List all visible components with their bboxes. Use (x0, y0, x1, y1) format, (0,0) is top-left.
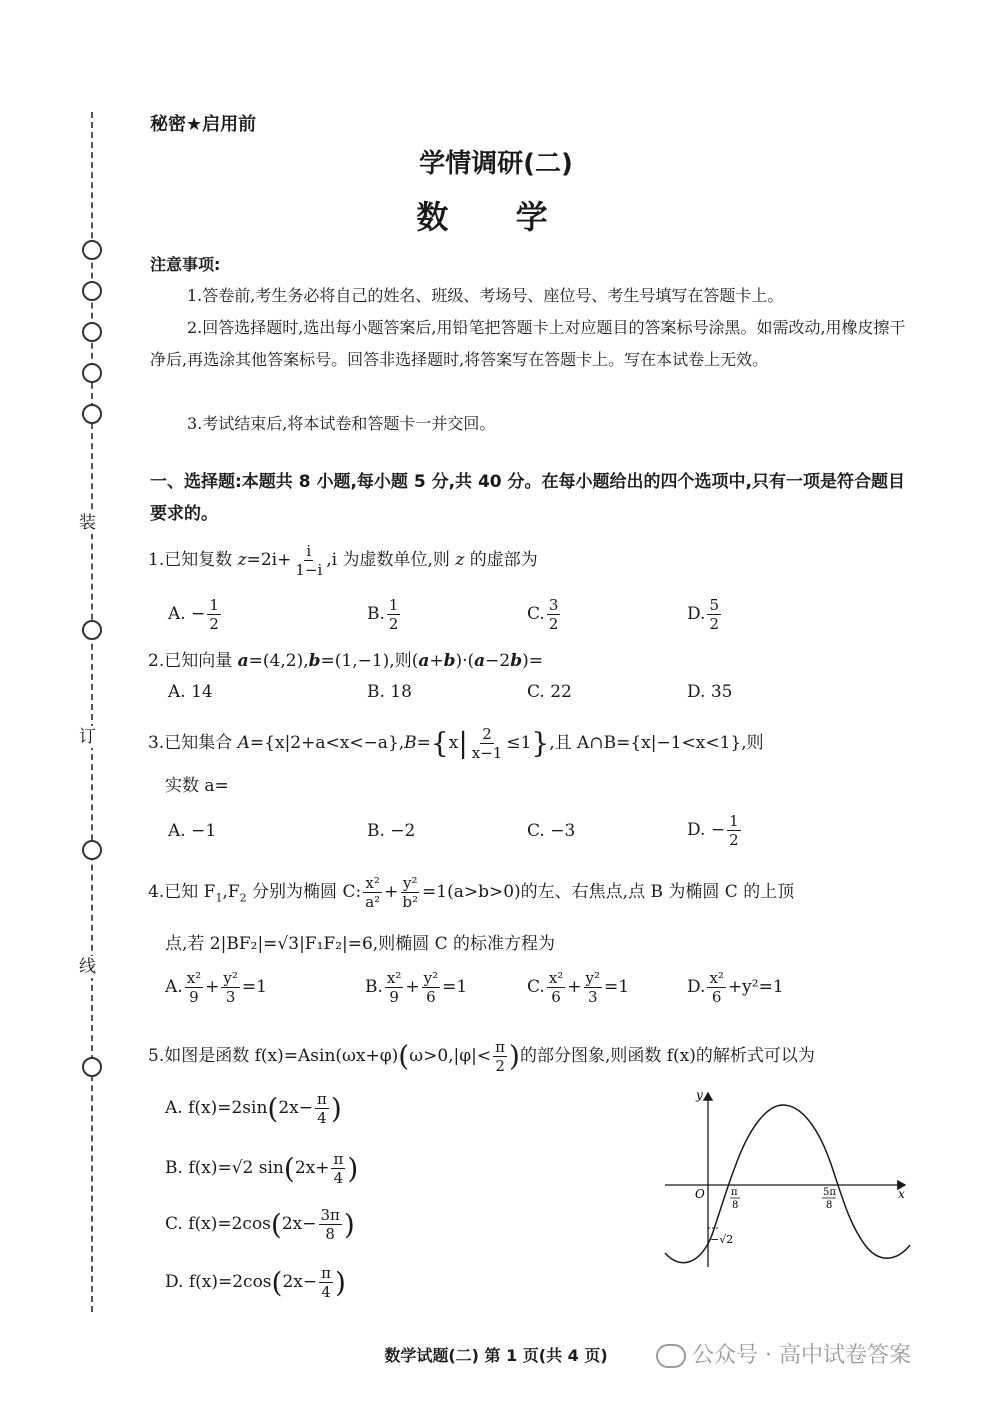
q1-option-c[interactable]: C. $\frac{3}{2}$ (527, 596, 559, 633)
origin-label: O (695, 1187, 705, 1201)
binding-char-zhuang: 装 (79, 513, 96, 533)
x-mark-2-den: 8 (826, 1200, 833, 1211)
question-2: 2.已知向量 a=(4,2),b=(1,−1),则(a+b)·(a−2b)= (148, 651, 544, 671)
question-4-line-2: 点,若 2|BF₂|=√3|F₁F₂|=6,则椭圆 C 的标准方程为 (165, 934, 556, 954)
q1-option-a[interactable]: A. − $\frac{1}{2}$ (168, 596, 219, 633)
x-mark-1-num: π (731, 1187, 738, 1198)
q5-option-b[interactable]: B. f(x)=√2 sin(2x+ $\frac{\pi}{4}$ ) (165, 1150, 359, 1187)
binding-hole (82, 322, 102, 342)
q5-option-d[interactable]: D. f(x)=2cos(2x− $\frac{\pi}{4}$ ) (165, 1264, 346, 1301)
binding-hole (82, 620, 102, 640)
q4-option-b[interactable]: B. $\frac{\text{x²}}{9}$ + $\frac{\text{y²}}{6}$ =1 (365, 969, 468, 1006)
question-3: 3.已知集合 A={x|2+a<x<−a},B={x| $\frac{2}{x-1}$ ≤1},且 A∩B={x|−1<x<1},则 (148, 725, 764, 762)
x-axis-label: x (898, 1187, 905, 1201)
question-4: 4.已知 $F_1,F_2$ 分别为椭圆 C: $\frac{\text{x²}}{\text{a²}}$ + $\frac{\text{y²}}{\text{b²}}$ =1(a>b>0)的左、右焦点,点 B 为椭圆 C 的上顶 (148, 874, 795, 911)
subject-title: 数 学 (416, 198, 576, 236)
y-axis-label: y (696, 1088, 703, 1102)
q5-option-a[interactable]: A. f(x)=2sin(2x− $\frac{\pi}{4}$ ) (165, 1090, 342, 1127)
q3-option-a[interactable]: A. −1 (168, 821, 217, 841)
q2-option-a[interactable]: A. 14 (168, 682, 213, 702)
secret-label: 秘密★启用前 (150, 114, 257, 135)
q4-option-c[interactable]: C. $\frac{\text{x²}}{6}$ + $\frac{\text{y²}}{3}$ =1 (527, 969, 630, 1006)
q3-option-d[interactable]: D. − $\frac{1}{2}$ (687, 812, 739, 849)
x-mark-2-num: 5π (823, 1187, 836, 1198)
question-3-line-2: 实数 a= (165, 776, 229, 796)
question-1: 1.已知复数 z=2i+ $\frac{i}{1-i}$ ,i 为虚数单位,则 z 的虚部为 (148, 542, 538, 579)
binding-hole (82, 404, 102, 424)
binding-hole (82, 840, 102, 860)
notice-heading: 注意事项: (150, 255, 221, 274)
y-mark-label: −√2 (710, 1233, 734, 1246)
q3-option-b[interactable]: B. −2 (367, 821, 416, 841)
q4-option-d[interactable]: D. $\frac{\text{x²}}{6}$ +y²=1 (687, 969, 784, 1006)
q1-option-b[interactable]: B. $\frac{1}{2}$ (367, 596, 399, 633)
binding-char-xian: 线 (79, 957, 96, 977)
q5-function-graph (660, 1085, 915, 1275)
notice-item-3: 3.考试结束后,将本试卷和答题卡一并交回。 (187, 414, 496, 433)
q1-option-d[interactable]: D. $\frac{5}{2}$ (687, 596, 719, 633)
q3-option-c[interactable]: C. −3 (527, 821, 576, 841)
question-5: 5.如图是函数 f(x)=Asin(ωx+φ)(ω>0,|φ|< $\frac{\pi}{2}$ )的部分图象,则函数 f(x)的解析式可以为 (148, 1038, 815, 1075)
page-footer: 数学试题(二) 第 1 页(共 4 页) (384, 1346, 608, 1365)
q2-option-d[interactable]: D. 35 (687, 682, 733, 702)
sine-curve (665, 1105, 910, 1263)
notice-item-1: 1.答卷前,考生务必将自己的姓名、班级、考场号、座位号、考生号填写在答题卡上。 (187, 286, 784, 305)
wechat-icon (656, 1344, 686, 1368)
section-heading: 一、选择题:本题共 8 小题,每小题 5 分,共 40 分。在每小题给出的四个选项中,只有一项是符合题目要求的。 (150, 472, 905, 524)
binding-hole (82, 281, 102, 301)
q2-option-c[interactable]: C. 22 (527, 682, 572, 702)
binding-hole (82, 240, 102, 260)
binding-hole (82, 1057, 102, 1077)
q5-option-c[interactable]: C. f(x)=2cos(2x− $\frac{3\pi}{8}$ ) (165, 1206, 355, 1243)
binding-char-ding: 订 (79, 727, 96, 747)
x-mark-1-den: 8 (732, 1200, 739, 1211)
binding-hole (82, 363, 102, 383)
watermark: 公众号 · 高中试卷答案 (656, 1338, 911, 1369)
q2-option-b[interactable]: B. 18 (367, 682, 412, 702)
notice-item-2: 2.回答选择题时,选出每小题答案后,用铅笔把答题卡上对应题目的答案标号涂黑。如需改动,用橡皮擦干净后,再选涂其他答案标号。回答非选择题时,将答案写在答题卡上。写在本试卷上无效。 (150, 318, 906, 369)
exam-title: 学情调研(二) (419, 149, 573, 179)
q4-option-a[interactable]: A. $\frac{\text{x²}}{9}$ + $\frac{\text{y²}}{3}$ =1 (165, 969, 267, 1006)
